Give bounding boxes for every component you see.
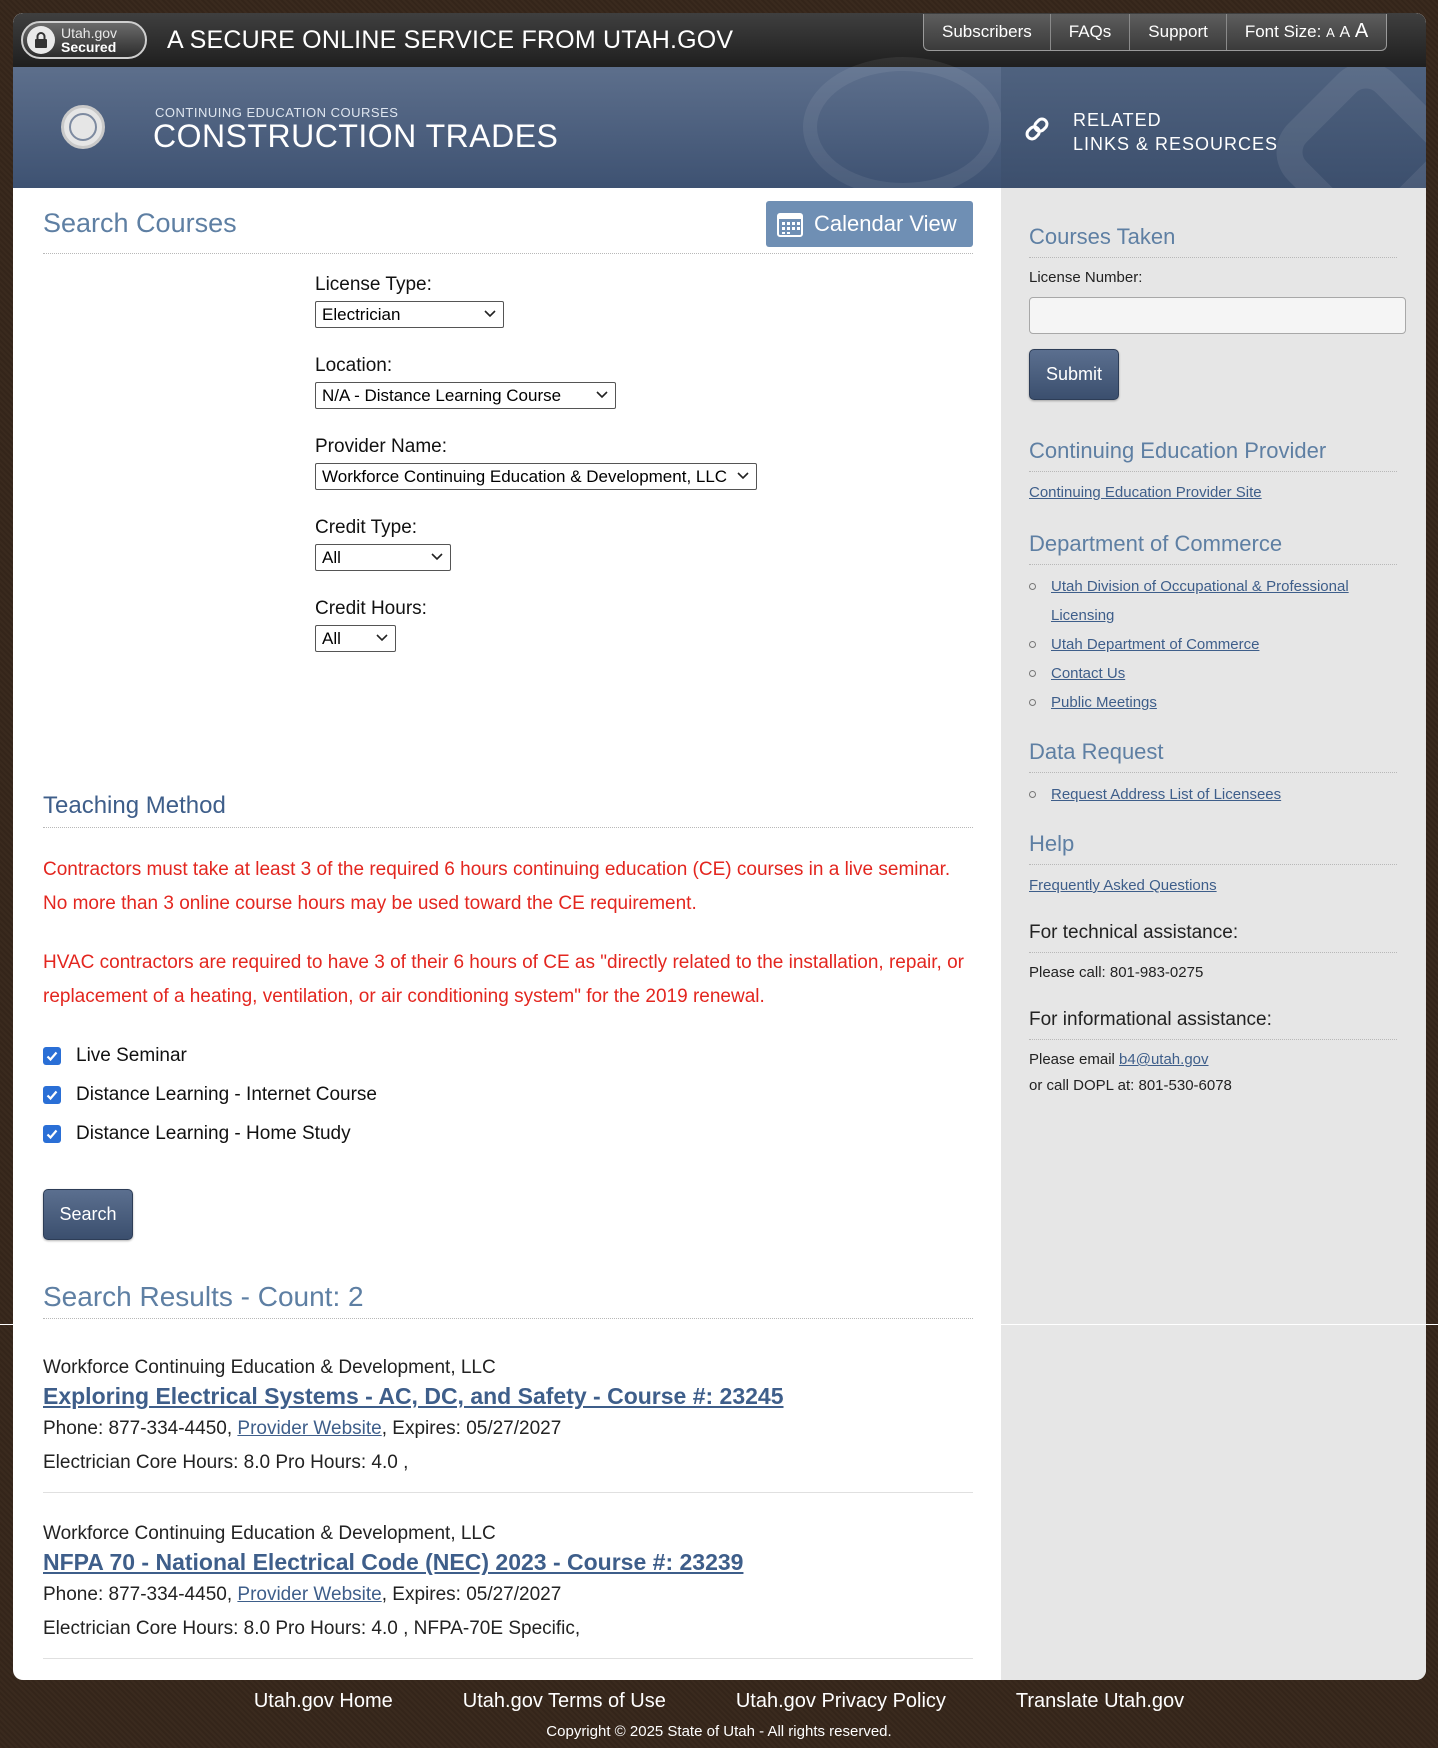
- provider-name-value: Workforce Continuing Education & Development, LLC: [322, 467, 728, 486]
- email-prefix: Please email: [1029, 1051, 1120, 1068]
- internet-course-checkbox[interactable]: [43, 1086, 61, 1104]
- footer: [0, 1690, 1438, 1740]
- result-divider: [43, 1492, 973, 1493]
- divider: [43, 253, 973, 254]
- checkmark-icon: [45, 1049, 59, 1063]
- checkmark-icon: [45, 1127, 59, 1141]
- credit-hours-select[interactable]: [315, 625, 396, 652]
- contact-us-link[interactable]: Contact Us: [1051, 665, 1126, 682]
- banner-subtitle: CONTINUING EDUCATION COURSES: [155, 105, 399, 120]
- informational-assistance-heading: For informational assistance:: [1029, 1009, 1272, 1030]
- option-internet-course: [43, 1084, 377, 1106]
- result-course-title-link[interactable]: Exploring Electrical Systems - AC, DC, and Safety - Course #: 23245: [43, 1383, 784, 1409]
- home-study-checkbox[interactable]: [43, 1125, 61, 1143]
- result-provider: Workforce Continuing Education & Development, LLC: [43, 1357, 496, 1378]
- top-nav: [923, 14, 1387, 51]
- divider: [1029, 471, 1397, 472]
- secured-line2: Secured: [61, 39, 117, 55]
- divider: [43, 827, 973, 828]
- result-item: [43, 1356, 973, 1493]
- nav-support[interactable]: Support: [1130, 14, 1227, 50]
- search-results-heading: Search Results - Count: 2: [43, 1281, 364, 1312]
- font-size-large[interactable]: A: [1354, 20, 1369, 42]
- banner-title: CONSTRUCTION TRADES: [153, 118, 559, 154]
- hvac-ce-notice: HVAC contractors are required to have 3 of their 6 hours of CE as "directly related to the installation, repair, or replacement of a heating, ventilation, or air conditioning system" for the 2019 renewal.: [43, 952, 964, 1007]
- footer-links: [0, 1690, 1438, 1713]
- result-phone: Phone: 877-334-4450,: [43, 1418, 238, 1439]
- department-of-commerce-heading: Department of Commerce: [1029, 531, 1283, 556]
- copyright: Copyright © 2025 State of Utah - All rights reserved.: [546, 1723, 892, 1740]
- commerce-dept-link[interactable]: Utah Department of Commerce: [1051, 636, 1260, 653]
- ce-provider-site-link[interactable]: Continuing Education Provider Site: [1029, 484, 1262, 501]
- utah-gov-secured-badge[interactable]: [21, 21, 147, 59]
- license-number-input[interactable]: [1029, 297, 1406, 334]
- location-label: Location:: [315, 355, 393, 376]
- license-type-value: Electrician: [322, 305, 401, 324]
- lock-icon: [27, 26, 55, 54]
- calendar-view-label: Calendar View: [814, 211, 957, 236]
- technical-assistance-heading: For technical assistance:: [1029, 922, 1239, 943]
- footer-utah-home-link[interactable]: Utah.gov Home: [253, 1690, 393, 1712]
- credit-type-select[interactable]: [315, 544, 451, 571]
- chevron-down-icon: [430, 548, 444, 566]
- list-item: [1029, 780, 1399, 809]
- commerce-links-list: [1029, 572, 1399, 717]
- divider: [1029, 772, 1397, 773]
- secured-line1: Utah.gov: [61, 25, 118, 41]
- search-button[interactable]: Search: [43, 1189, 133, 1240]
- internet-course-label: Distance Learning - Internet Course: [76, 1084, 377, 1105]
- font-size-control: [1227, 14, 1386, 50]
- header-banner: [13, 67, 1001, 188]
- provider-website-link[interactable]: Provider Website: [237, 1584, 382, 1605]
- chevron-down-icon: [375, 629, 389, 647]
- credit-type-label: Credit Type:: [315, 517, 418, 538]
- result-expires: , Expires: 05/27/2027: [381, 1584, 562, 1605]
- sidebar: [1001, 188, 1426, 1680]
- chain-watermark-icon: [1260, 67, 1426, 188]
- nav-faqs[interactable]: FAQs: [1051, 14, 1131, 50]
- public-meetings-link[interactable]: Public Meetings: [1051, 694, 1157, 711]
- license-type-select[interactable]: [315, 301, 504, 328]
- result-contact: [43, 1578, 973, 1612]
- provider-name-select[interactable]: [315, 463, 757, 490]
- informational-contact: [1029, 1047, 1232, 1099]
- related-title-line1: RELATED: [1073, 110, 1162, 130]
- option-home-study: [43, 1123, 351, 1145]
- address-list-link[interactable]: Request Address List of Licensees: [1051, 786, 1282, 803]
- divider: [1029, 864, 1397, 865]
- credit-hours-label: Credit Hours:: [315, 598, 427, 619]
- list-item: [1029, 572, 1399, 630]
- option-live-seminar: [43, 1045, 187, 1067]
- data-request-heading: Data Request: [1029, 739, 1164, 764]
- list-item: [1029, 659, 1399, 688]
- live-seminar-checkbox[interactable]: [43, 1047, 61, 1065]
- courses-taken-heading: Courses Taken: [1029, 224, 1176, 249]
- result-course-title-link[interactable]: NFPA 70 - National Electrical Code (NEC) 2023 - Course #: 23239: [43, 1549, 744, 1575]
- technical-phone: Please call: 801-983-0275: [1029, 964, 1204, 981]
- related-title-line2: LINKS & RESOURCES: [1073, 134, 1279, 154]
- provider-name-label: Provider Name:: [315, 436, 447, 457]
- license-number-label: License Number:: [1029, 269, 1143, 286]
- dopl-phone: or call DOPL at: 801-530-6078: [1029, 1077, 1232, 1094]
- divider: [43, 1318, 973, 1319]
- credit-type-value: All: [322, 548, 341, 567]
- data-request-list: [1029, 780, 1399, 809]
- teaching-method-heading: Teaching Method: [43, 792, 226, 819]
- calendar-view-button[interactable]: [766, 201, 973, 247]
- list-item: [1029, 688, 1399, 717]
- submit-button[interactable]: Submit: [1029, 349, 1119, 400]
- result-phone: Phone: 877-334-4450,: [43, 1584, 238, 1605]
- divider: [1029, 257, 1397, 258]
- email-link[interactable]: b4@utah.gov: [1119, 1051, 1209, 1068]
- footer-privacy-link[interactable]: Utah.gov Privacy Policy: [735, 1690, 946, 1712]
- chevron-down-icon: [736, 467, 750, 485]
- font-size-medium[interactable]: A: [1339, 24, 1351, 41]
- page-container: [13, 13, 1426, 1680]
- result-hours: Electrician Core Hours: 8.0 Pro Hours: 4.0 ,: [43, 1452, 409, 1473]
- result-item: [43, 1522, 973, 1659]
- page-guide-line: [0, 1324, 1438, 1325]
- help-heading: Help: [1029, 831, 1075, 856]
- result-expires: , Expires: 05/27/2027: [381, 1418, 562, 1439]
- chevron-down-icon: [483, 305, 497, 323]
- related-links-header: [1001, 67, 1426, 188]
- chevron-down-icon: [595, 386, 609, 404]
- result-contact: [43, 1412, 973, 1446]
- location-select[interactable]: [315, 382, 616, 409]
- location-value: N/A - Distance Learning Course: [322, 386, 562, 405]
- divider: [1029, 564, 1397, 565]
- checkmark-icon: [45, 1088, 59, 1102]
- dopl-link[interactable]: Utah Division of Occupational & Professional Licensing: [1051, 578, 1349, 624]
- provider-website-link[interactable]: Provider Website: [237, 1418, 382, 1439]
- state-seal-icon[interactable]: [61, 105, 105, 149]
- font-size-small[interactable]: A: [1326, 25, 1335, 40]
- footer-terms-link[interactable]: Utah.gov Terms of Use: [462, 1690, 666, 1712]
- divider: [1029, 952, 1397, 953]
- live-seminar-label: Live Seminar: [76, 1045, 187, 1066]
- state-seal-watermark: [803, 57, 1003, 197]
- divider: [1029, 1039, 1397, 1040]
- result-provider: Workforce Continuing Education & Development, LLC: [43, 1523, 496, 1544]
- credit-hours-value: All: [322, 629, 341, 648]
- calendar-icon: [776, 210, 804, 238]
- top-bar: [13, 13, 1426, 67]
- footer-translate-link[interactable]: Translate Utah.gov: [1015, 1690, 1185, 1712]
- license-type-label: License Type:: [315, 274, 432, 295]
- search-courses-heading: Search Courses: [43, 208, 237, 238]
- result-divider: [43, 1658, 973, 1659]
- nav-subscribers[interactable]: Subscribers: [924, 14, 1051, 50]
- ce-provider-heading: Continuing Education Provider: [1029, 438, 1327, 463]
- link-icon: [1023, 115, 1051, 143]
- list-item: [1029, 630, 1399, 659]
- home-study-label: Distance Learning - Home Study: [76, 1123, 351, 1144]
- result-hours: Electrician Core Hours: 8.0 Pro Hours: 4.0 , NFPA-70E Specific,: [43, 1618, 581, 1639]
- faq-link[interactable]: Frequently Asked Questions: [1029, 877, 1217, 894]
- secure-service-title: A SECURE ONLINE SERVICE FROM UTAH.GOV: [167, 26, 734, 54]
- font-size-label: Font Size:: [1244, 22, 1322, 41]
- contractor-ce-notice: Contractors must take at least 3 of the required 6 hours continuing education (CE) courses in a live seminar. No more than 3 online course hours may be used toward the CE requirement.: [43, 859, 951, 914]
